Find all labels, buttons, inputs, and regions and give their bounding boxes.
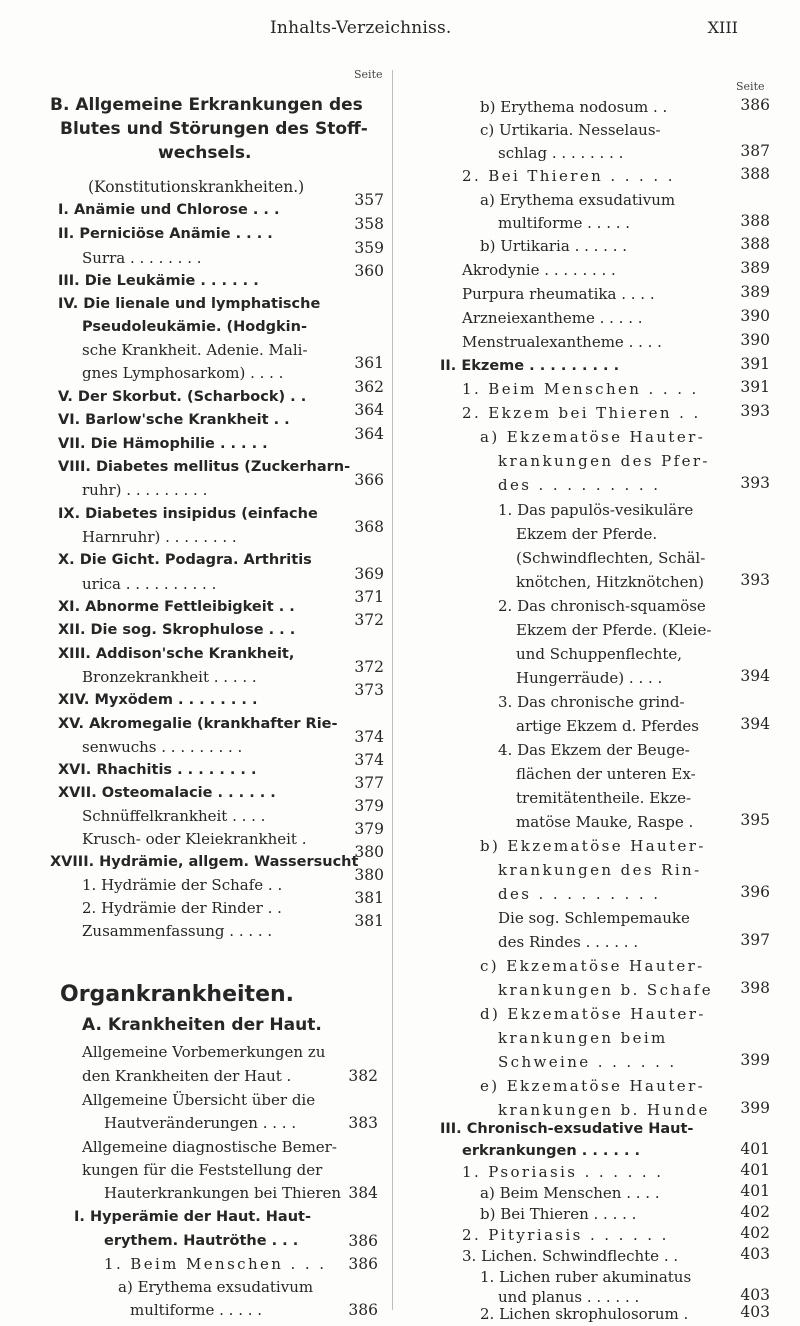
- running-title: Inhalts-Verzeichniss.: [270, 18, 452, 38]
- toc-page-number: 386: [348, 1255, 378, 1273]
- toc-entry: 2. Ekzem bei Thieren . .: [462, 404, 701, 422]
- toc-entry: urica . . . . . . . . . .: [82, 575, 217, 593]
- toc-entry: Zusammenfassung . . . . .: [82, 922, 273, 940]
- toc-page-number: 357: [354, 191, 384, 209]
- toc-entry: b) Erythema nodosum . .: [480, 98, 668, 116]
- toc-entry: XIII. Addison'sche Krankheit,: [58, 646, 295, 662]
- toc-page-number: 391: [740, 355, 770, 373]
- section-title: B. Allgemeine Erkrankungen des: [50, 95, 363, 115]
- toc-entry: des Rindes . . . . . .: [498, 933, 639, 951]
- toc-entry: krankungen des Rin-: [498, 861, 702, 879]
- toc-page-number: 396: [740, 883, 770, 901]
- section-title-cont: wechsels.: [158, 143, 252, 163]
- toc-entry: Bronzekrankheit . . . . .: [82, 668, 257, 686]
- toc-entry: Hauterkrankungen bei Thieren: [104, 1184, 342, 1202]
- toc-entry: erythem. Hautröthe . . .: [104, 1233, 299, 1249]
- toc-entry: 1. Beim Menschen . . .: [104, 1255, 327, 1273]
- toc-page-number: 389: [740, 259, 770, 277]
- toc-entry: gnes Lymphosarkom) . . . .: [82, 364, 284, 382]
- toc-entry: 4. Das Ekzem der Beuge-: [498, 741, 690, 759]
- toc-page-number: 386: [348, 1232, 378, 1250]
- toc-page-number: 388: [740, 212, 770, 230]
- toc-entry: VIII. Diabetes mellitus (Zuckerharn-: [58, 459, 351, 475]
- section-title-cont: Blutes und Störungen des Stoff-: [60, 119, 368, 139]
- toc-entry: XVIII. Hydrämie, allgem. Wassersucht: [50, 854, 359, 870]
- toc-entry: 1. Psoriasis . . . . . .: [462, 1163, 664, 1181]
- header-page-number: XIII: [707, 18, 738, 37]
- toc-entry: artige Ekzem d. Pferdes: [516, 717, 700, 735]
- toc-entry: Schnüffelkrankheit . . . .: [82, 807, 266, 825]
- toc-page-number: 401: [740, 1140, 770, 1158]
- toc-page-number: 398: [740, 979, 770, 997]
- toc-page-number: 391: [740, 378, 770, 396]
- toc-entry: I. Hyperämie der Haut. Haut-: [74, 1209, 311, 1225]
- toc-page-number: 366: [354, 471, 384, 489]
- toc-page-number: 360: [354, 262, 384, 280]
- toc-entry: 1. Lichen ruber akuminatus: [480, 1268, 692, 1286]
- toc-page-number: 393: [740, 474, 770, 492]
- toc-page-number: 358: [354, 215, 384, 233]
- toc-entry: VI. Barlow'sche Krankheit . .: [58, 412, 290, 428]
- toc-page-number: 381: [354, 889, 384, 907]
- toc-entry: c) Urtikaria. Nesselaus-: [480, 121, 661, 139]
- toc-page-number: 382: [348, 1067, 378, 1085]
- toc-page-number: 374: [354, 751, 384, 769]
- toc-entry: Ekzem der Pferde.: [516, 525, 658, 543]
- toc-entry: 1. Beim Menschen . . . .: [462, 380, 699, 398]
- toc-page-number: 403: [740, 1245, 770, 1263]
- toc-page-number: 384: [348, 1184, 378, 1202]
- toc-page-number: 364: [354, 425, 384, 443]
- toc-page-number: 372: [354, 611, 384, 629]
- running-header: [0, 8, 800, 48]
- toc-entry: 3. Das chronische grind-: [498, 693, 685, 711]
- toc-entry: III. Chronisch-exsudative Haut-: [440, 1121, 694, 1137]
- toc-entry: c) Ekzematöse Hauter-: [480, 957, 705, 975]
- toc-entry: e) Ekzematöse Hauter-: [480, 1077, 706, 1095]
- toc-entry: krankungen des Pfer-: [498, 452, 710, 470]
- toc-entry: XV. Akromegalie (krankhafter Rie-: [58, 716, 338, 732]
- toc-page-number: 394: [740, 667, 770, 685]
- toc-entry: II. Ekzeme . . . . . . . . .: [440, 358, 620, 374]
- toc-page-number: 374: [354, 728, 384, 746]
- seite-label: Seite: [736, 80, 765, 93]
- toc-entry: Krusch- oder Kleiekrankheit .: [82, 830, 307, 848]
- toc-entry: krankungen b. Hunde: [498, 1101, 710, 1119]
- toc-page-number: 387: [740, 142, 770, 160]
- toc-entry: matöse Mauke, Raspe .: [516, 813, 694, 831]
- toc-entry: senwuchs . . . . . . . . .: [82, 738, 243, 756]
- toc-entry: b) Ekzematöse Hauter-: [480, 837, 706, 855]
- toc-page-number: 388: [740, 235, 770, 253]
- toc-page-number: 368: [354, 518, 384, 536]
- toc-page-number: 402: [740, 1203, 770, 1221]
- toc-entry: erkrankungen . . . . . .: [462, 1143, 641, 1159]
- toc-entry: krankungen b. Schafe: [498, 981, 714, 999]
- toc-page-number: 388: [740, 165, 770, 183]
- toc-page-number: 399: [740, 1051, 770, 1069]
- toc-page-number: 399: [740, 1099, 770, 1117]
- toc-entry: XI. Abnorme Fettleibigkeit . .: [58, 599, 295, 615]
- toc-entry: 1. Das papulös-vesikuläre: [498, 501, 694, 519]
- toc-page-number: 386: [348, 1301, 378, 1319]
- toc-entry: und Schuppenflechte,: [516, 645, 683, 663]
- toc-page-number: 380: [354, 843, 384, 861]
- toc-page-number: 395: [740, 811, 770, 829]
- toc-entry: Purpura rheumatika . . . .: [462, 285, 655, 303]
- toc-page-number: 377: [354, 774, 384, 792]
- toc-entry: knötchen, Hitzknötchen): [516, 573, 705, 591]
- toc-entry: Hautveränderungen . . . .: [104, 1114, 297, 1132]
- toc-page-number: 379: [354, 797, 384, 815]
- seite-label: Seite: [354, 68, 383, 81]
- toc-entry: IV. Die lienale und lymphatische: [58, 296, 321, 312]
- toc-entry: Pseudoleukämie. (Hodgkin-: [82, 319, 307, 335]
- toc-entry: sche Krankheit. Adenie. Mali-: [82, 341, 308, 359]
- toc-entry: (Schwindflechten, Schäl-: [516, 549, 706, 567]
- toc-entry: multiforme . . . . .: [498, 214, 631, 232]
- column-rule: [392, 70, 393, 1310]
- toc-page-number: 364: [354, 401, 384, 419]
- toc-entry: XVI. Rhachitis . . . . . . . .: [58, 762, 257, 778]
- toc-entry: tremitätentheile. Ekze-: [516, 789, 692, 807]
- toc-entry: multiforme . . . . .: [130, 1301, 263, 1319]
- toc-entry: II. Perniciöse Anämie . . . .: [58, 226, 273, 242]
- toc-entry: des . . . . . . . . .: [498, 476, 661, 494]
- toc-entry: 2. Das chronisch-squamöse: [498, 597, 706, 615]
- toc-entry: Akrodynie . . . . . . . .: [462, 261, 616, 279]
- toc-entry: b) Bei Thieren . . . . .: [480, 1205, 637, 1223]
- toc-entry: Allgemeine Übersicht über die: [82, 1091, 316, 1109]
- toc-entry: kungen für die Feststellung der: [82, 1161, 323, 1179]
- toc-entry: Die sog. Schlempemauke: [498, 909, 690, 927]
- toc-entry: Harnruhr) . . . . . . . .: [82, 528, 237, 546]
- toc-entry: 2. Pityriasis . . . . . .: [462, 1226, 669, 1244]
- toc-page-number: 401: [740, 1161, 770, 1179]
- toc-page-number: 373: [354, 681, 384, 699]
- toc-entry: Allgemeine diagnostische Bemer-: [82, 1138, 337, 1156]
- toc-page-number: 386: [740, 96, 770, 114]
- toc-entry: a) Beim Menschen . . . .: [480, 1184, 660, 1202]
- toc-entry: a) Ekzematöse Hauter-: [480, 428, 706, 446]
- toc-page-number: 381: [354, 912, 384, 930]
- toc-entry: XII. Die sog. Skrophulose . . .: [58, 622, 296, 638]
- toc-page-number: 393: [740, 571, 770, 589]
- toc-page-number: 403: [740, 1286, 770, 1304]
- toc-page-number: 390: [740, 307, 770, 325]
- toc-entry: VII. Die Hämophilie . . . . .: [58, 436, 268, 452]
- toc-entry: Schweine . . . . . .: [498, 1053, 677, 1071]
- toc-page-number: 402: [740, 1224, 770, 1242]
- toc-entry: Ekzem der Pferde. (Kleie-: [516, 621, 712, 639]
- toc-page-number: 403: [740, 1303, 770, 1321]
- toc-entry: V. Der Skorbut. (Scharbock) . .: [58, 389, 307, 405]
- toc-page-number: 372: [354, 658, 384, 676]
- toc-page-number: 380: [354, 866, 384, 884]
- toc-entry: und planus . . . . . .: [498, 1288, 640, 1306]
- toc-page-number: 393: [740, 402, 770, 420]
- toc-page-number: 361: [354, 354, 384, 372]
- toc-entry: den Krankheiten der Haut .: [82, 1067, 292, 1085]
- part-title: Organkrankheiten.: [60, 982, 295, 1007]
- toc-entry: I. Anämie und Chlorose . . .: [58, 202, 280, 218]
- toc-page-number: 359: [354, 239, 384, 257]
- toc-entry: a) Erythema exsudativum: [480, 191, 676, 209]
- toc-entry: flächen der unteren Ex-: [516, 765, 696, 783]
- toc-entry: Arzneiexantheme . . . . .: [462, 309, 643, 327]
- toc-entry: Menstrualexantheme . . . .: [462, 333, 662, 351]
- toc-entry: XIV. Myxödem . . . . . . . .: [58, 692, 258, 708]
- toc-entry: X. Die Gicht. Podagra. Arthritis: [58, 552, 312, 568]
- toc-entry: Allgemeine Vorbemerkungen zu: [82, 1043, 326, 1061]
- toc-entry: Hungerräude) . . . .: [516, 669, 663, 687]
- toc-entry: schlag . . . . . . . .: [498, 144, 624, 162]
- toc-entry: des . . . . . . . . .: [498, 885, 661, 903]
- toc-entry: 1. Hydrämie der Schafe . .: [82, 876, 283, 894]
- chapter-title: A. Krankheiten der Haut.: [82, 1015, 322, 1035]
- toc-entry: 3. Lichen. Schwindflechte . .: [462, 1247, 679, 1265]
- toc-page-number: 369: [354, 565, 384, 583]
- toc-entry: krankungen beim: [498, 1029, 668, 1047]
- toc-entry: XVII. Osteomalacie . . . . . .: [58, 785, 276, 801]
- toc-page-number: 401: [740, 1182, 770, 1200]
- toc-entry: IX. Diabetes insipidus (einfache: [58, 506, 318, 522]
- toc-page-number: 394: [740, 715, 770, 733]
- toc-entry: d) Ekzematöse Hauter-: [480, 1005, 706, 1023]
- toc-entry: III. Die Leukämie . . . . . .: [58, 273, 259, 289]
- toc-entry: 2. Hydrämie der Rinder . .: [82, 899, 282, 917]
- toc-page-number: 362: [354, 378, 384, 396]
- toc-entry: 2. Lichen skrophulosorum .: [480, 1305, 689, 1323]
- toc-page-number: 383: [348, 1114, 378, 1132]
- toc-page-number: 389: [740, 283, 770, 301]
- toc-entry: ruhr) . . . . . . . . .: [82, 481, 208, 499]
- toc-page-number: 390: [740, 331, 770, 349]
- toc-entry: b) Urtikaria . . . . . .: [480, 237, 628, 255]
- toc-page-number: 371: [354, 588, 384, 606]
- toc-entry: 2. Bei Thieren . . . . .: [462, 167, 675, 185]
- toc-page-number: 397: [740, 931, 770, 949]
- section-subtitle: (Konstitutionskrankheiten.): [88, 178, 305, 196]
- toc-page-number: 379: [354, 820, 384, 838]
- toc-entry: a) Erythema exsudativum: [118, 1278, 314, 1296]
- toc-entry: Surra . . . . . . . .: [82, 249, 202, 267]
